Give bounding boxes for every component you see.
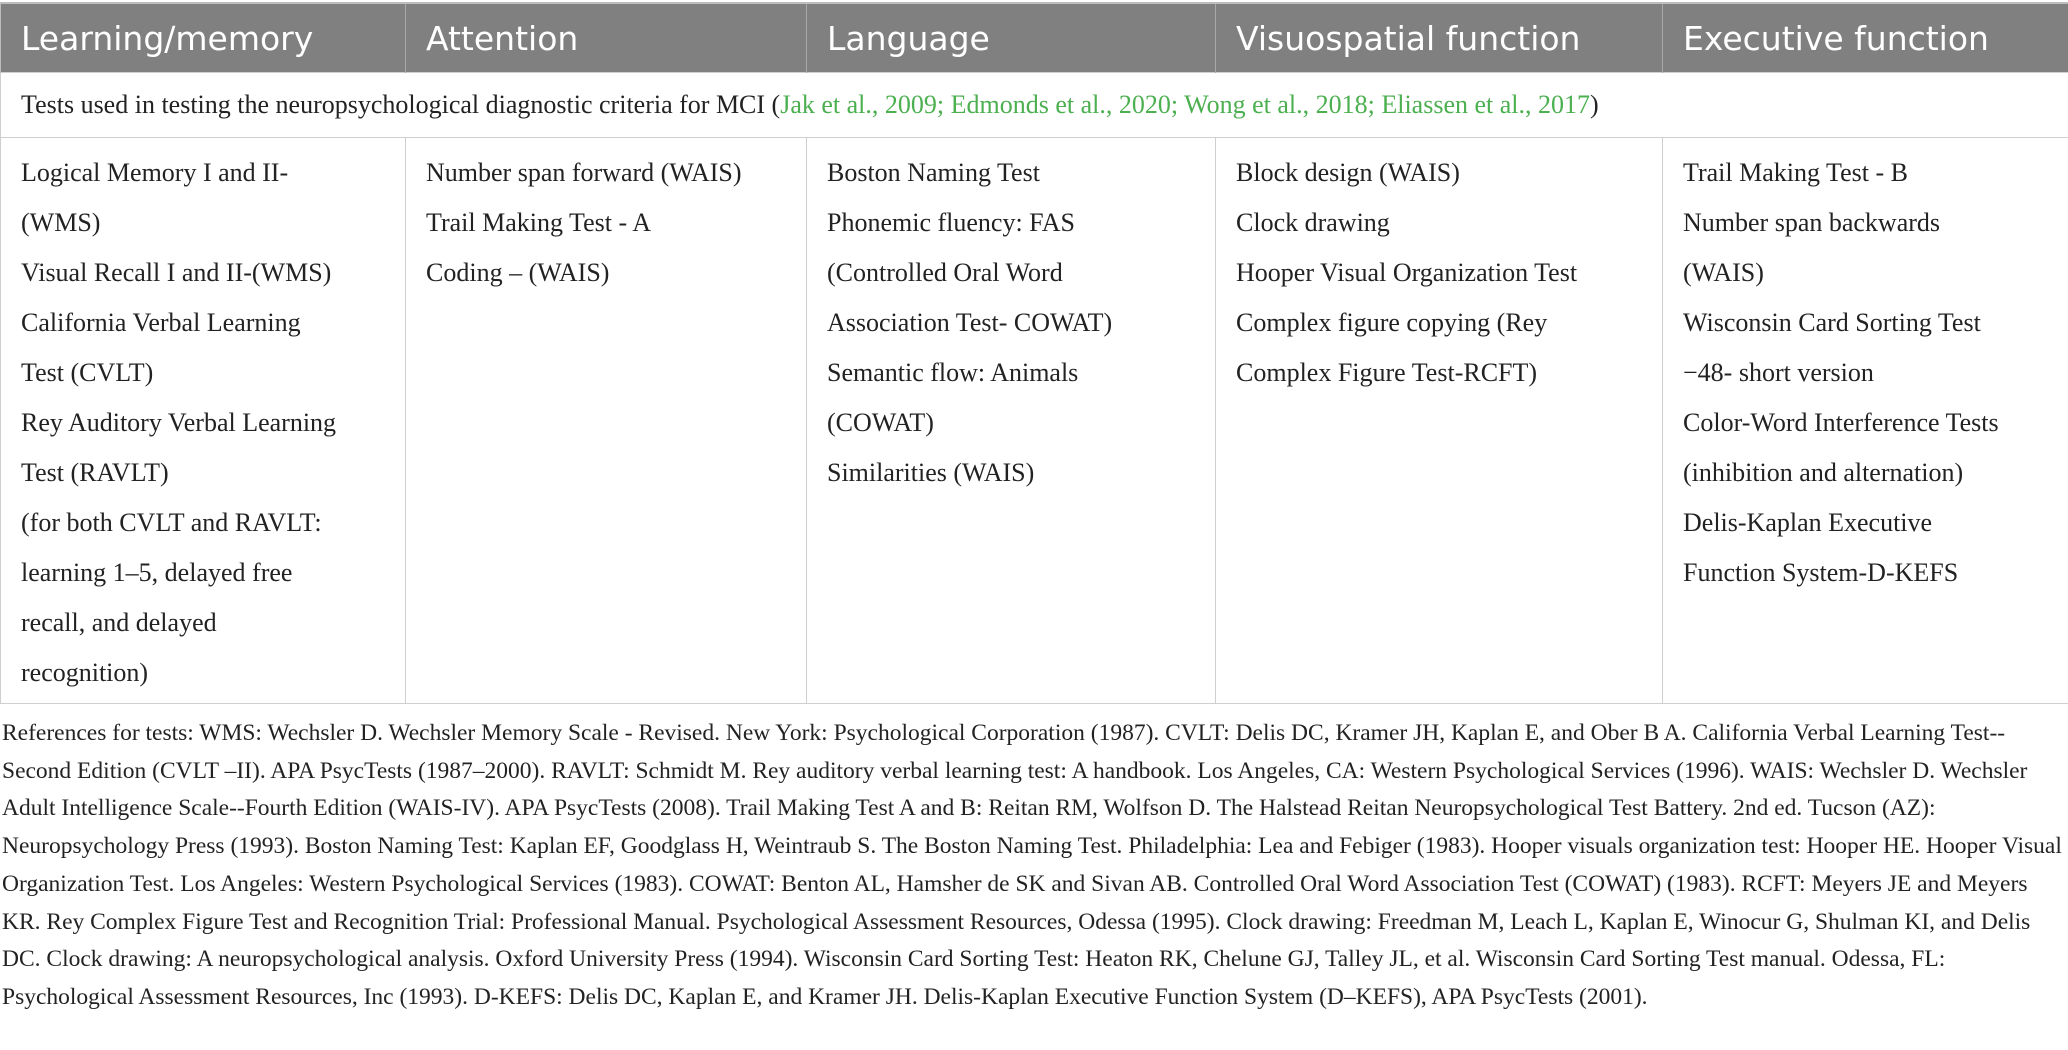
cell-line: recall, and delayed bbox=[21, 598, 393, 648]
cell-line: Phonemic fluency: FAS bbox=[827, 198, 1203, 248]
header-executive: Executive function bbox=[1663, 3, 2068, 73]
cell-line: Boston Naming Test bbox=[827, 148, 1203, 198]
cell-visuospatial bbox=[1216, 138, 1663, 704]
cell-line: Complex Figure Test-RCFT) bbox=[1236, 348, 1650, 398]
cell-line: (Controlled Oral Word bbox=[827, 248, 1203, 298]
header-learning-memory: Learning/memory bbox=[1, 3, 406, 73]
cell-line: (for both CVLT and RAVLT: bbox=[21, 498, 393, 548]
header-language: Language bbox=[807, 3, 1216, 73]
cell-line: Logical Memory I and II- bbox=[21, 148, 393, 198]
span-cell bbox=[1, 73, 2068, 138]
table-row bbox=[1, 138, 2068, 704]
cell-line: learning 1–5, delayed free bbox=[21, 548, 393, 598]
footnote: References for tests: WMS: Wechsler D. Wechsler Memory Scale - Revised. New York: Psychological Corporation (1987). CVLT: Delis DC, Kramer JH, Kaplan E, and Ober B A. California Verbal Learning Test--Second Edition (CVLT –II). APA PsycTests (1987–2000). RAVLT: Schmidt M. Rey auditory verbal learning test: A handbook. Los Angeles, CA: Western Psychological Services (1996). WAIS: Wechsler D. Wechsler Adult Intelligence Scale--Fourth Edition (WAIS-IV). APA PsycTests (2008). Trail Making Test A and B: Reitan RM, Wolfson D. The Halstead Reitan Neuropsychological Test Battery. 2nd ed. Tucson (AZ): Neuropsychology Press (1993). Boston Naming Test: Kaplan EF, Goodglass H, Weintraub S. The Boston Naming Test. Philadelphia: Lea and Febiger (1983). Hooper visuals organization test: Hooper HE. Hooper Visual Organization Test. Los Angeles: Western Psychological Services (1983). COWAT: Benton AL, Hamsher de SK and Sivan AB. Controlled Oral Word Association Test (COWAT) (1983). RCFT: Meyers JE and Meyers KR. Rey Complex Figure Test and Recognition Trial: Professional Manual. Psychological Assessment Resources, Odessa (1995). Clock drawing: Freedman M, Leach L, Kaplan E, Winocur G, Shulman KI, and Delis DC. Clock drawing: A neuropsychological analysis. Oxford University Press (1994). Wisconsin Card Sorting Test: Heaton RK, Chelune GJ, Talley JL, et al. Wisconsin Card Sorting Test manual. Odessa, FL: Psychological Assessment Resources, Inc (1993). D-KEFS: Delis DC, Kaplan E, and Kramer JH. Delis-Kaplan Executive Function System (D–KEFS), APA PsycTests (2001). bbox=[0, 704, 2068, 1017]
cell-line: Block design (WAIS) bbox=[1236, 148, 1650, 198]
cell-line: Color-Word Interference Tests bbox=[1683, 398, 2056, 448]
cell-executive bbox=[1663, 138, 2068, 704]
cell-learning-memory bbox=[1, 138, 406, 704]
cell-line: Function System-D-KEFS bbox=[1683, 548, 2056, 598]
cell-line: (inhibition and alternation) bbox=[1683, 448, 2056, 498]
cell-line: Wisconsin Card Sorting Test bbox=[1683, 298, 2056, 348]
cell-line: recognition) bbox=[21, 648, 393, 698]
cell-line: Coding – (WAIS) bbox=[426, 248, 794, 298]
cell-line: Rey Auditory Verbal Learning bbox=[21, 398, 393, 448]
cell-line: Visual Recall I and II-(WMS) bbox=[21, 248, 393, 298]
cell-line: (WMS) bbox=[21, 198, 393, 248]
cell-line: −48- short version bbox=[1683, 348, 2056, 398]
cell-line: Trail Making Test - A bbox=[426, 198, 794, 248]
cell-line: (WAIS) bbox=[1683, 248, 2056, 298]
cell-line: Association Test- COWAT) bbox=[827, 298, 1203, 348]
cell-line: Hooper Visual Organization Test bbox=[1236, 248, 1650, 298]
cell-line: Clock drawing bbox=[1236, 198, 1650, 248]
cell-line: Number span backwards bbox=[1683, 198, 2056, 248]
cell-line: California Verbal Learning bbox=[21, 298, 393, 348]
tests-table bbox=[0, 2, 2068, 704]
span-text: Tests used in testing the neuropsychological diagnostic criteria for MCI ( bbox=[21, 90, 780, 119]
cell-attention bbox=[406, 138, 807, 704]
cell-line: Similarities (WAIS) bbox=[827, 448, 1203, 498]
header-row bbox=[1, 3, 2068, 73]
header-attention: Attention bbox=[406, 3, 807, 73]
header-visuospatial: Visuospatial function bbox=[1216, 3, 1663, 73]
cell-line: Test (RAVLT) bbox=[21, 448, 393, 498]
cell-line: Trail Making Test - B bbox=[1683, 148, 2056, 198]
cell-line: (COWAT) bbox=[827, 398, 1203, 448]
citation-links[interactable]: Jak et al., 2009; Edmonds et al., 2020; Wong et al., 2018; Eliassen et al., 2017 bbox=[780, 90, 1590, 119]
cell-line: Complex figure copying (Rey bbox=[1236, 298, 1650, 348]
span-row bbox=[1, 73, 2068, 138]
cell-line: Semantic flow: Animals bbox=[827, 348, 1203, 398]
cell-language bbox=[807, 138, 1216, 704]
cell-line: Delis-Kaplan Executive bbox=[1683, 498, 2056, 548]
cell-line: Number span forward (WAIS) bbox=[426, 148, 794, 198]
span-close: ) bbox=[1590, 90, 1599, 119]
cell-line: Test (CVLT) bbox=[21, 348, 393, 398]
